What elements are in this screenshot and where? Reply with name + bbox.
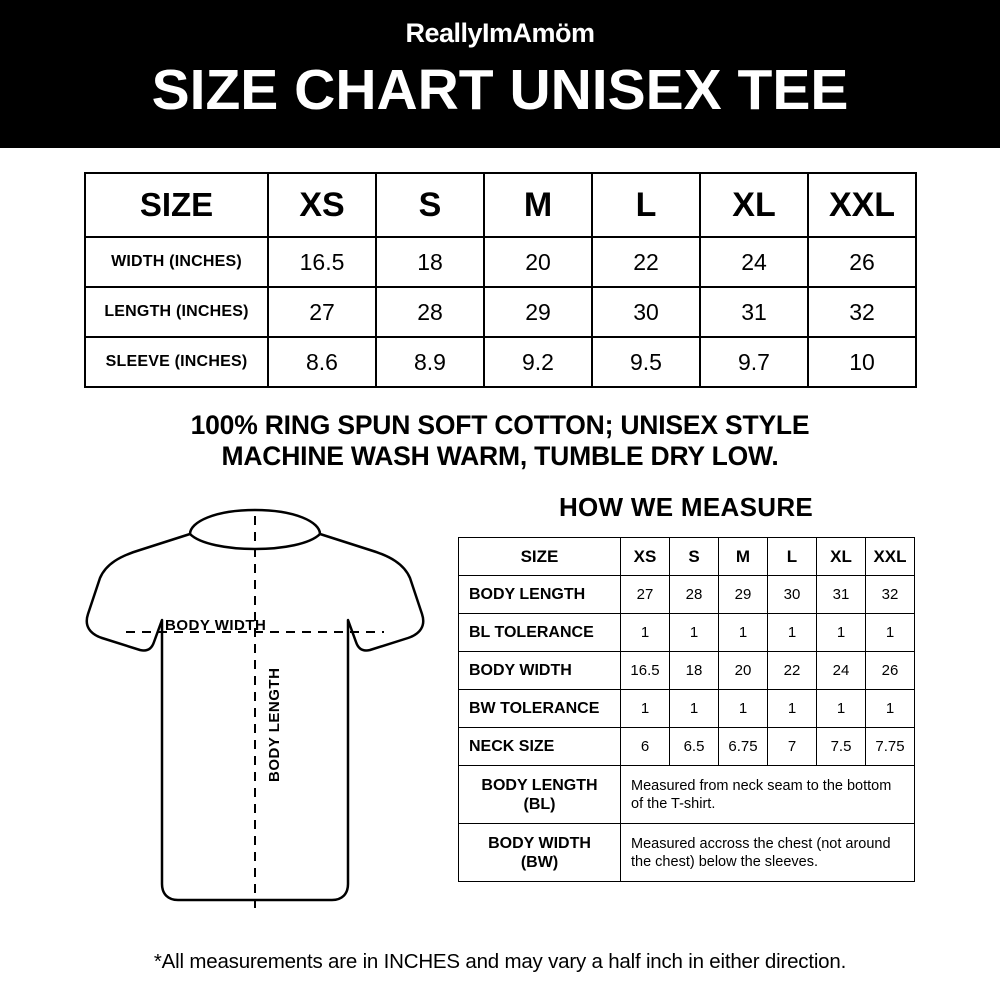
row-label-sleeve: SLEEVE (INCHES)	[85, 337, 268, 387]
row-label-length: LENGTH (INCHES)	[85, 287, 268, 337]
measure-header-row	[459, 538, 915, 576]
measure-bwt-xs: 1	[621, 690, 670, 728]
table-row	[459, 690, 915, 728]
header-xs: XS	[268, 173, 376, 237]
cell-length-s: 28	[376, 287, 484, 337]
definition-row	[459, 766, 915, 824]
diagram-body-length-label: BODY LENGTH	[266, 667, 283, 782]
measure-neck-l: 7	[768, 728, 817, 766]
cell-length-l: 30	[592, 287, 700, 337]
brand-name: ReallyImAmöm	[405, 18, 595, 48]
definition-term-line1: BODY WIDTH	[488, 834, 591, 852]
table-header-row	[85, 173, 916, 237]
measure-bwt-xl: 1	[817, 690, 866, 728]
measure-row-label-neck-size: NECK SIZE	[459, 728, 621, 766]
measure-bl-m: 29	[719, 576, 768, 614]
cell-sleeve-xxl: 10	[808, 337, 916, 387]
measure-neck-xs: 6	[621, 728, 670, 766]
definition-desc-body-length: Measured from neck seam to the bottom of the T-shirt.	[621, 766, 915, 824]
definition-term-line2: (BW)	[520, 853, 559, 871]
measure-neck-xl: 7.5	[817, 728, 866, 766]
lower-section	[0, 492, 1000, 922]
page-title: SIZE CHART UNISEX TEE	[151, 58, 849, 122]
measure-bl-s: 28	[670, 576, 719, 614]
measure-blt-m: 1	[719, 614, 768, 652]
tshirt-diagram	[70, 492, 440, 922]
header-banner	[0, 0, 1000, 148]
row-label-width: WIDTH (INCHES)	[85, 237, 268, 287]
header-xxl: XXL	[808, 173, 916, 237]
measure-bwt-s: 1	[670, 690, 719, 728]
header-l: L	[592, 173, 700, 237]
cell-width-xs: 16.5	[268, 237, 376, 287]
cell-length-xxl: 32	[808, 287, 916, 337]
measure-header-xxl: XXL	[866, 538, 915, 576]
table-row	[459, 576, 915, 614]
table-row	[85, 237, 916, 287]
size-table	[84, 172, 917, 388]
header-s: S	[376, 173, 484, 237]
measure-header-size: SIZE	[459, 538, 621, 576]
table-row	[85, 287, 916, 337]
table-row	[85, 337, 916, 387]
measure-header-xl: XL	[817, 538, 866, 576]
measure-header-s: S	[670, 538, 719, 576]
tshirt-outline-icon	[70, 492, 440, 922]
measure-row-label-bw-tolerance: BW TOLERANCE	[459, 690, 621, 728]
measure-bw-xxl: 26	[866, 652, 915, 690]
measure-neck-m: 6.75	[719, 728, 768, 766]
table-row	[459, 728, 915, 766]
cell-sleeve-xs: 8.6	[268, 337, 376, 387]
measure-bw-s: 18	[670, 652, 719, 690]
measure-bw-l: 22	[768, 652, 817, 690]
size-table-container	[84, 172, 916, 388]
measure-blt-l: 1	[768, 614, 817, 652]
measure-bw-m: 20	[719, 652, 768, 690]
definition-term-body-length	[459, 766, 621, 824]
measure-bwt-m: 1	[719, 690, 768, 728]
measure-row-label-body-length: BODY LENGTH	[459, 576, 621, 614]
measure-neck-s: 6.5	[670, 728, 719, 766]
measure-row-label-bl-tolerance: BL TOLERANCE	[459, 614, 621, 652]
table-row	[459, 614, 915, 652]
measure-blt-xs: 1	[621, 614, 670, 652]
measure-header-m: M	[719, 538, 768, 576]
definition-desc-body-width: Measured accross the chest (not around the chest) below the sleeves.	[621, 824, 915, 882]
cell-width-xl: 24	[700, 237, 808, 287]
cell-width-m: 20	[484, 237, 592, 287]
header-xl: XL	[700, 173, 808, 237]
diagram-body-width-label: BODY WIDTH	[165, 617, 267, 634]
measure-header-xs: XS	[621, 538, 670, 576]
cell-length-xs: 27	[268, 287, 376, 337]
measure-blt-xl: 1	[817, 614, 866, 652]
cell-width-l: 22	[592, 237, 700, 287]
cell-sleeve-xl: 9.7	[700, 337, 808, 387]
how-we-measure-title: HOW WE MEASURE	[558, 492, 814, 522]
footnote: *All measurements are in INCHES and may vary a half inch in either direction.	[153, 950, 847, 973]
measure-row-label-body-width: BODY WIDTH	[459, 652, 621, 690]
cell-length-m: 29	[484, 287, 592, 337]
measure-bwt-xxl: 1	[866, 690, 915, 728]
measure-bw-xl: 24	[817, 652, 866, 690]
measure-header-l: L	[768, 538, 817, 576]
care-line-2: MACHINE WASH WARM, TUMBLE DRY LOW.	[221, 441, 779, 471]
measure-blt-xxl: 1	[866, 614, 915, 652]
measure-bwt-l: 1	[768, 690, 817, 728]
definition-term-line1: BODY LENGTH	[481, 776, 598, 794]
care-line-1: 100% RING SPUN SOFT COTTON; UNISEX STYLE	[190, 410, 810, 440]
how-we-measure-section	[458, 492, 914, 882]
cell-length-xl: 31	[700, 287, 808, 337]
measure-table	[458, 537, 915, 882]
measure-neck-xxl: 7.75	[866, 728, 915, 766]
measure-bl-xl: 31	[817, 576, 866, 614]
definition-term-line2: (BL)	[523, 795, 556, 813]
cell-width-s: 18	[376, 237, 484, 287]
measure-bw-xs: 16.5	[621, 652, 670, 690]
care-instructions	[0, 410, 1000, 472]
header-m: M	[484, 173, 592, 237]
measure-bl-l: 30	[768, 576, 817, 614]
measure-bl-xxl: 32	[866, 576, 915, 614]
measure-bl-xs: 27	[621, 576, 670, 614]
table-row	[459, 652, 915, 690]
definition-row	[459, 824, 915, 882]
cell-sleeve-l: 9.5	[592, 337, 700, 387]
definition-term-body-width	[459, 824, 621, 882]
cell-sleeve-s: 8.9	[376, 337, 484, 387]
cell-width-xxl: 26	[808, 237, 916, 287]
measure-blt-s: 1	[670, 614, 719, 652]
cell-sleeve-m: 9.2	[484, 337, 592, 387]
header-size: SIZE	[85, 173, 268, 237]
